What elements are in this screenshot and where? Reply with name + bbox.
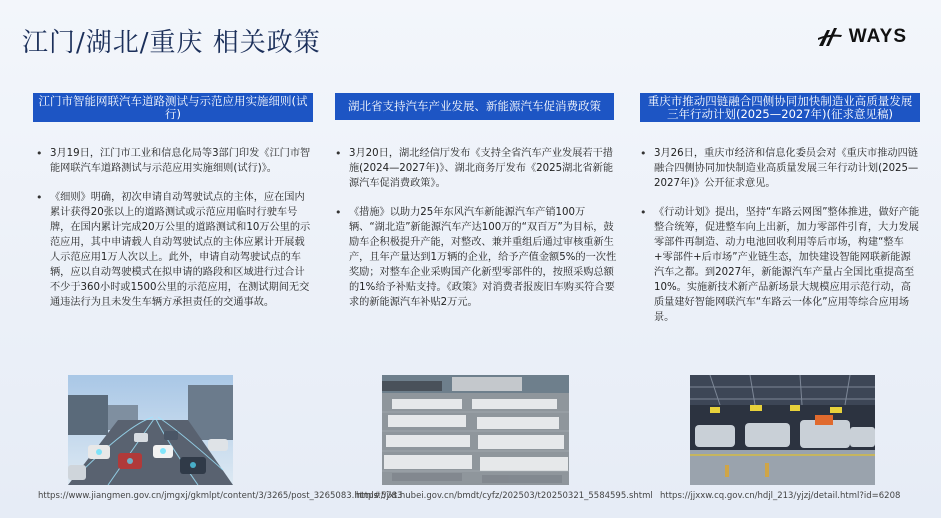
traffic-road-photo xyxy=(68,375,233,485)
bullet-list xyxy=(640,146,920,325)
bullet-item: • 3月19日，江门市工业和信息化局等3部门印发《江门市智能网联汽车道路测试与示范应用实施细则(试行)》。 xyxy=(36,146,313,176)
policy-column-jiangmen xyxy=(33,93,313,310)
bullet-list xyxy=(335,146,619,310)
bullet-list xyxy=(36,146,313,310)
column-header: 江门市智能网联汽车道路测试与示范应用实施细则(试行) xyxy=(33,93,313,122)
source-url[interactable]: https://jjxxw.cq.gov.cn/hdjl_213/yjzj/detail.html?id=6208 xyxy=(660,491,901,501)
bullet-item: • 《细则》明确，初次申请自动驾驶试点的主体，应在国内累计获得20张以上的道路测试或示范应用临时行驶车号牌，在国内累计完成20万公里的道路测试和10万公里的示范应用，其中申请载人自动驾驶试点的主体应累计开展载人示范应用1万人次以上。此外，申请自动驾驶试点的车辆，应以自动驾驶模式在拟申请的路段和区域进行过合计不少于360小时或1500公里的示范应用，在测试期间无交通违法行为且未发生车辆方承担责任的交通事故。 xyxy=(36,190,313,310)
ways-logo xyxy=(817,26,907,48)
column-header: 重庆市推动四链融合四侧协同加快制造业高质量发展三年行动计划(2025—2027年)(征求意见稿) xyxy=(640,93,920,122)
assembly-line-factory-photo xyxy=(690,375,875,485)
ways-logo-icon xyxy=(817,26,843,48)
column-header: 湖北省支持汽车产业发展、新能源汽车促消费政策 xyxy=(335,93,614,120)
bullet-item: • 《措施》以助力25年东风汽车新能源汽车产销100万辆、“湖北造”新能源汽车产达100万的“双百万”为目标，鼓励车企积极提升产能，对整改、兼并重组后通过审核重新生产，且年产量达到1万辆的企业，给予产值金额5%的一次性奖励；对整车企业采购国产化新型零部件的，按照采购总额的1%给予补贴支持。《政策》对消费者报废旧车购买符合要求的新能源汽车补贴2万元。 xyxy=(335,205,619,310)
policy-column-chongqing xyxy=(640,93,920,325)
bullet-item: • 《行动计划》提出，坚持“车路云网图”整体推进，做好产能整合统筹，促进整车向上出新，加力零部件引育，大力发展零部件再制造、动力电池回收利用等后市场，构建“整车+零部件+后市场”产业链生态，加快建设智能网联新能源汽车之都。到2027年，新能源汽车产量占全国比重提高至10%。实施新技术新产品新场景大规模应用示范行动，高质量建好智能网联汽车“车路云一体化”应用等综合应用场景。 xyxy=(640,205,920,325)
slide-title: 江门/湖北/重庆 相关政策 xyxy=(22,28,321,58)
bullet-item: • 3月20日，湖北经信厅发布《支持全省汽车产业发展若干措施(2024—2027年)》、湖北商务厅发布《2025湖北省新能源汽车促消费政策》。 xyxy=(335,146,619,191)
policy-column-hubei xyxy=(339,93,619,310)
source-url[interactable]: https://jxt.hubei.gov.cn/bmdt/cyfz/202503/t20250321_5584595.shtml xyxy=(356,491,653,501)
bullet-item: • 3月26日，重庆市经济和信息化委员会对《重庆市推动四链融合四侧协同加快制造业高质量发展三年行动计划(2025—2027年)》公开征求意见。 xyxy=(640,146,920,191)
logo-text: WAYS xyxy=(848,26,907,47)
source-url[interactable]: https://www.jiangmen.gov.cn/jmgxj/gkmlpt/content/3/3265/post_3265083.html#5783 xyxy=(38,491,403,501)
car-parking-lot-aerial-photo xyxy=(382,375,569,485)
